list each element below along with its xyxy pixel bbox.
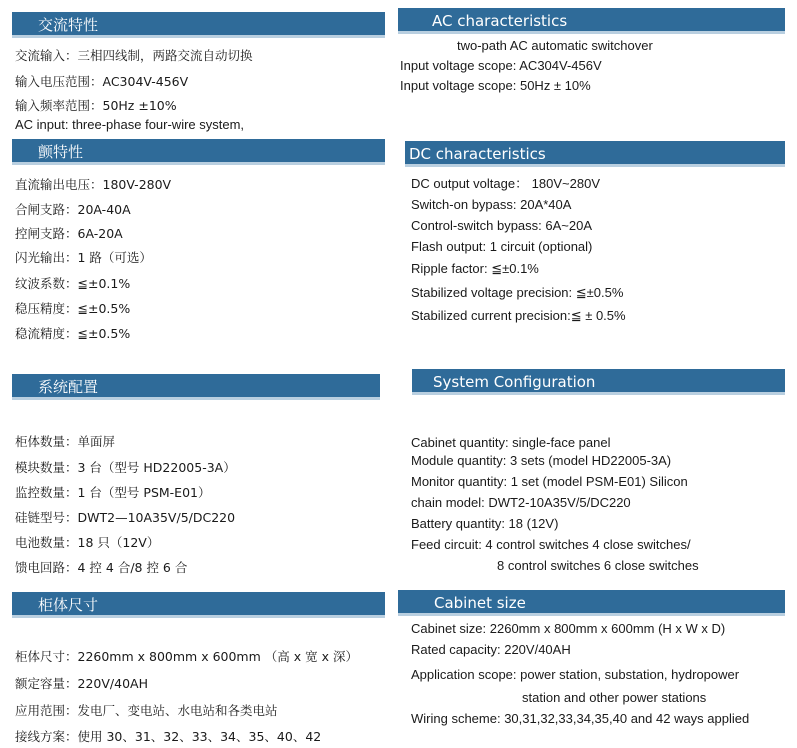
cab-line-cn: 应用范围：发电厂、变电站、水电站和各类电站 [15, 703, 278, 718]
dc-line-en: Switch-on bypass: 20A*40A [411, 197, 572, 212]
ac-line-en: two-path AC automatic switchover [457, 38, 653, 53]
ac-line-en: Input voltage scope: AC304V-456V [400, 58, 602, 73]
dc-line-en: Stabilized current precision:≦ ± 0.5% [411, 308, 626, 323]
cab-line-en: Rated capacity: 220V/40AH [411, 642, 571, 657]
dc-line-en: DC output voltage： 180V~280V [411, 176, 600, 191]
dc-header-en: DC characteristics [405, 141, 785, 167]
sys-line-en: Feed circuit: 4 control switches 4 close switches/ [411, 537, 691, 552]
sys-line-cn: 硅链型号：DWT2—10A35V/5/DC220 [15, 510, 236, 525]
dc-line-en: Stabilized voltage precision: ≦±0.5% [411, 285, 624, 300]
sys-line-en: Module quantity: 3 sets (model HD22005-3A) [411, 453, 672, 468]
sys-line-en: Battery quantity: 18 (12V) [411, 516, 559, 531]
ac-line-cn: 输入电压范围：AC304V-456V [15, 74, 189, 89]
cab-line-cn: 接线方案：使用 30、31、32、33、34、35、40、42 [15, 729, 322, 744]
dc-line-en: Control-switch bypass: 6A~20A [411, 218, 593, 233]
ac-line-cn: 输入频率范围：50Hz ±10% [15, 98, 177, 113]
sys-line-cn: 模块数量：3 台（型号 HD22005-3A） [15, 460, 236, 475]
ac-line-en: AC input: three-phase four-wire system, [15, 117, 245, 132]
dc-header-cn: 颤特性 [12, 139, 385, 165]
ac-line-en: Input voltage scope: 50Hz ± 10% [400, 78, 591, 93]
cab-line-cn: 柜体尺寸：2260mm x 800mm x 600mm （高 x 宽 x 深） [15, 649, 358, 664]
dc-line-en: Ripple factor: ≦±0.1% [411, 261, 539, 276]
sys-line-en: chain model: DWT2-10A35V/5/DC220 [411, 495, 631, 510]
dc-line-en: Flash output: 1 circuit (optional) [411, 239, 593, 254]
cab-header-cn: 柜体尺寸 [12, 592, 385, 618]
ac-line-cn: 交流输入：三相四线制，两路交流自动切换 [15, 48, 253, 63]
sys-line-en: 8 control switches 6 close switches [497, 558, 699, 573]
dc-line-cn: 稳压精度：≦±0.5% [15, 301, 131, 316]
sys-line-cn: 电池数量：18 只（12V） [15, 535, 160, 550]
sys-line-en: Monitor quantity: 1 set (model PSM-E01) Silicon [411, 474, 688, 489]
sys-line-cn: 馈电回路：4 控 4 合/8 控 6 合 [15, 560, 188, 575]
sys-line-cn: 柜体数量：单面屏 [15, 434, 116, 449]
cab-line-cn: 额定容量：220V/40AH [15, 676, 148, 691]
dc-line-cn: 合闸支路：20A-40A [15, 202, 131, 217]
cab-line-en: station and other power stations [522, 690, 707, 705]
ac-header-cn: 交流特性 [12, 12, 385, 38]
cab-line-en: Cabinet size: 2260mm x 800mm x 600mm (H x W x D) [411, 621, 726, 636]
sys-line-cn: 监控数量：1 台（型号 PSM-E01） [15, 485, 211, 500]
dc-line-cn: 控闸支路：6A-20A [15, 226, 123, 241]
sys-line-en: Cabinet quantity: single-face panel [411, 435, 611, 450]
cab-header-en: Cabinet size [398, 590, 785, 616]
sys-header-en: System Configuration [412, 369, 785, 395]
dc-line-cn: 稳流精度：≦±0.5% [15, 326, 131, 341]
sys-header-cn: 系统配置 [12, 374, 380, 400]
ac-header-en: AC characteristics [398, 8, 785, 34]
cab-line-en: Application scope: power station, substation, hydropower [411, 667, 740, 682]
dc-line-cn: 闪光输出：1 路（可选） [15, 250, 152, 265]
dc-line-cn: 直流输出电压：180V-280V [15, 177, 172, 192]
dc-line-cn: 纹波系数：≦±0.1% [15, 276, 131, 291]
cab-line-en: Wiring scheme: 30,31,32,33,34,35,40 and 42 ways applied [411, 711, 750, 726]
